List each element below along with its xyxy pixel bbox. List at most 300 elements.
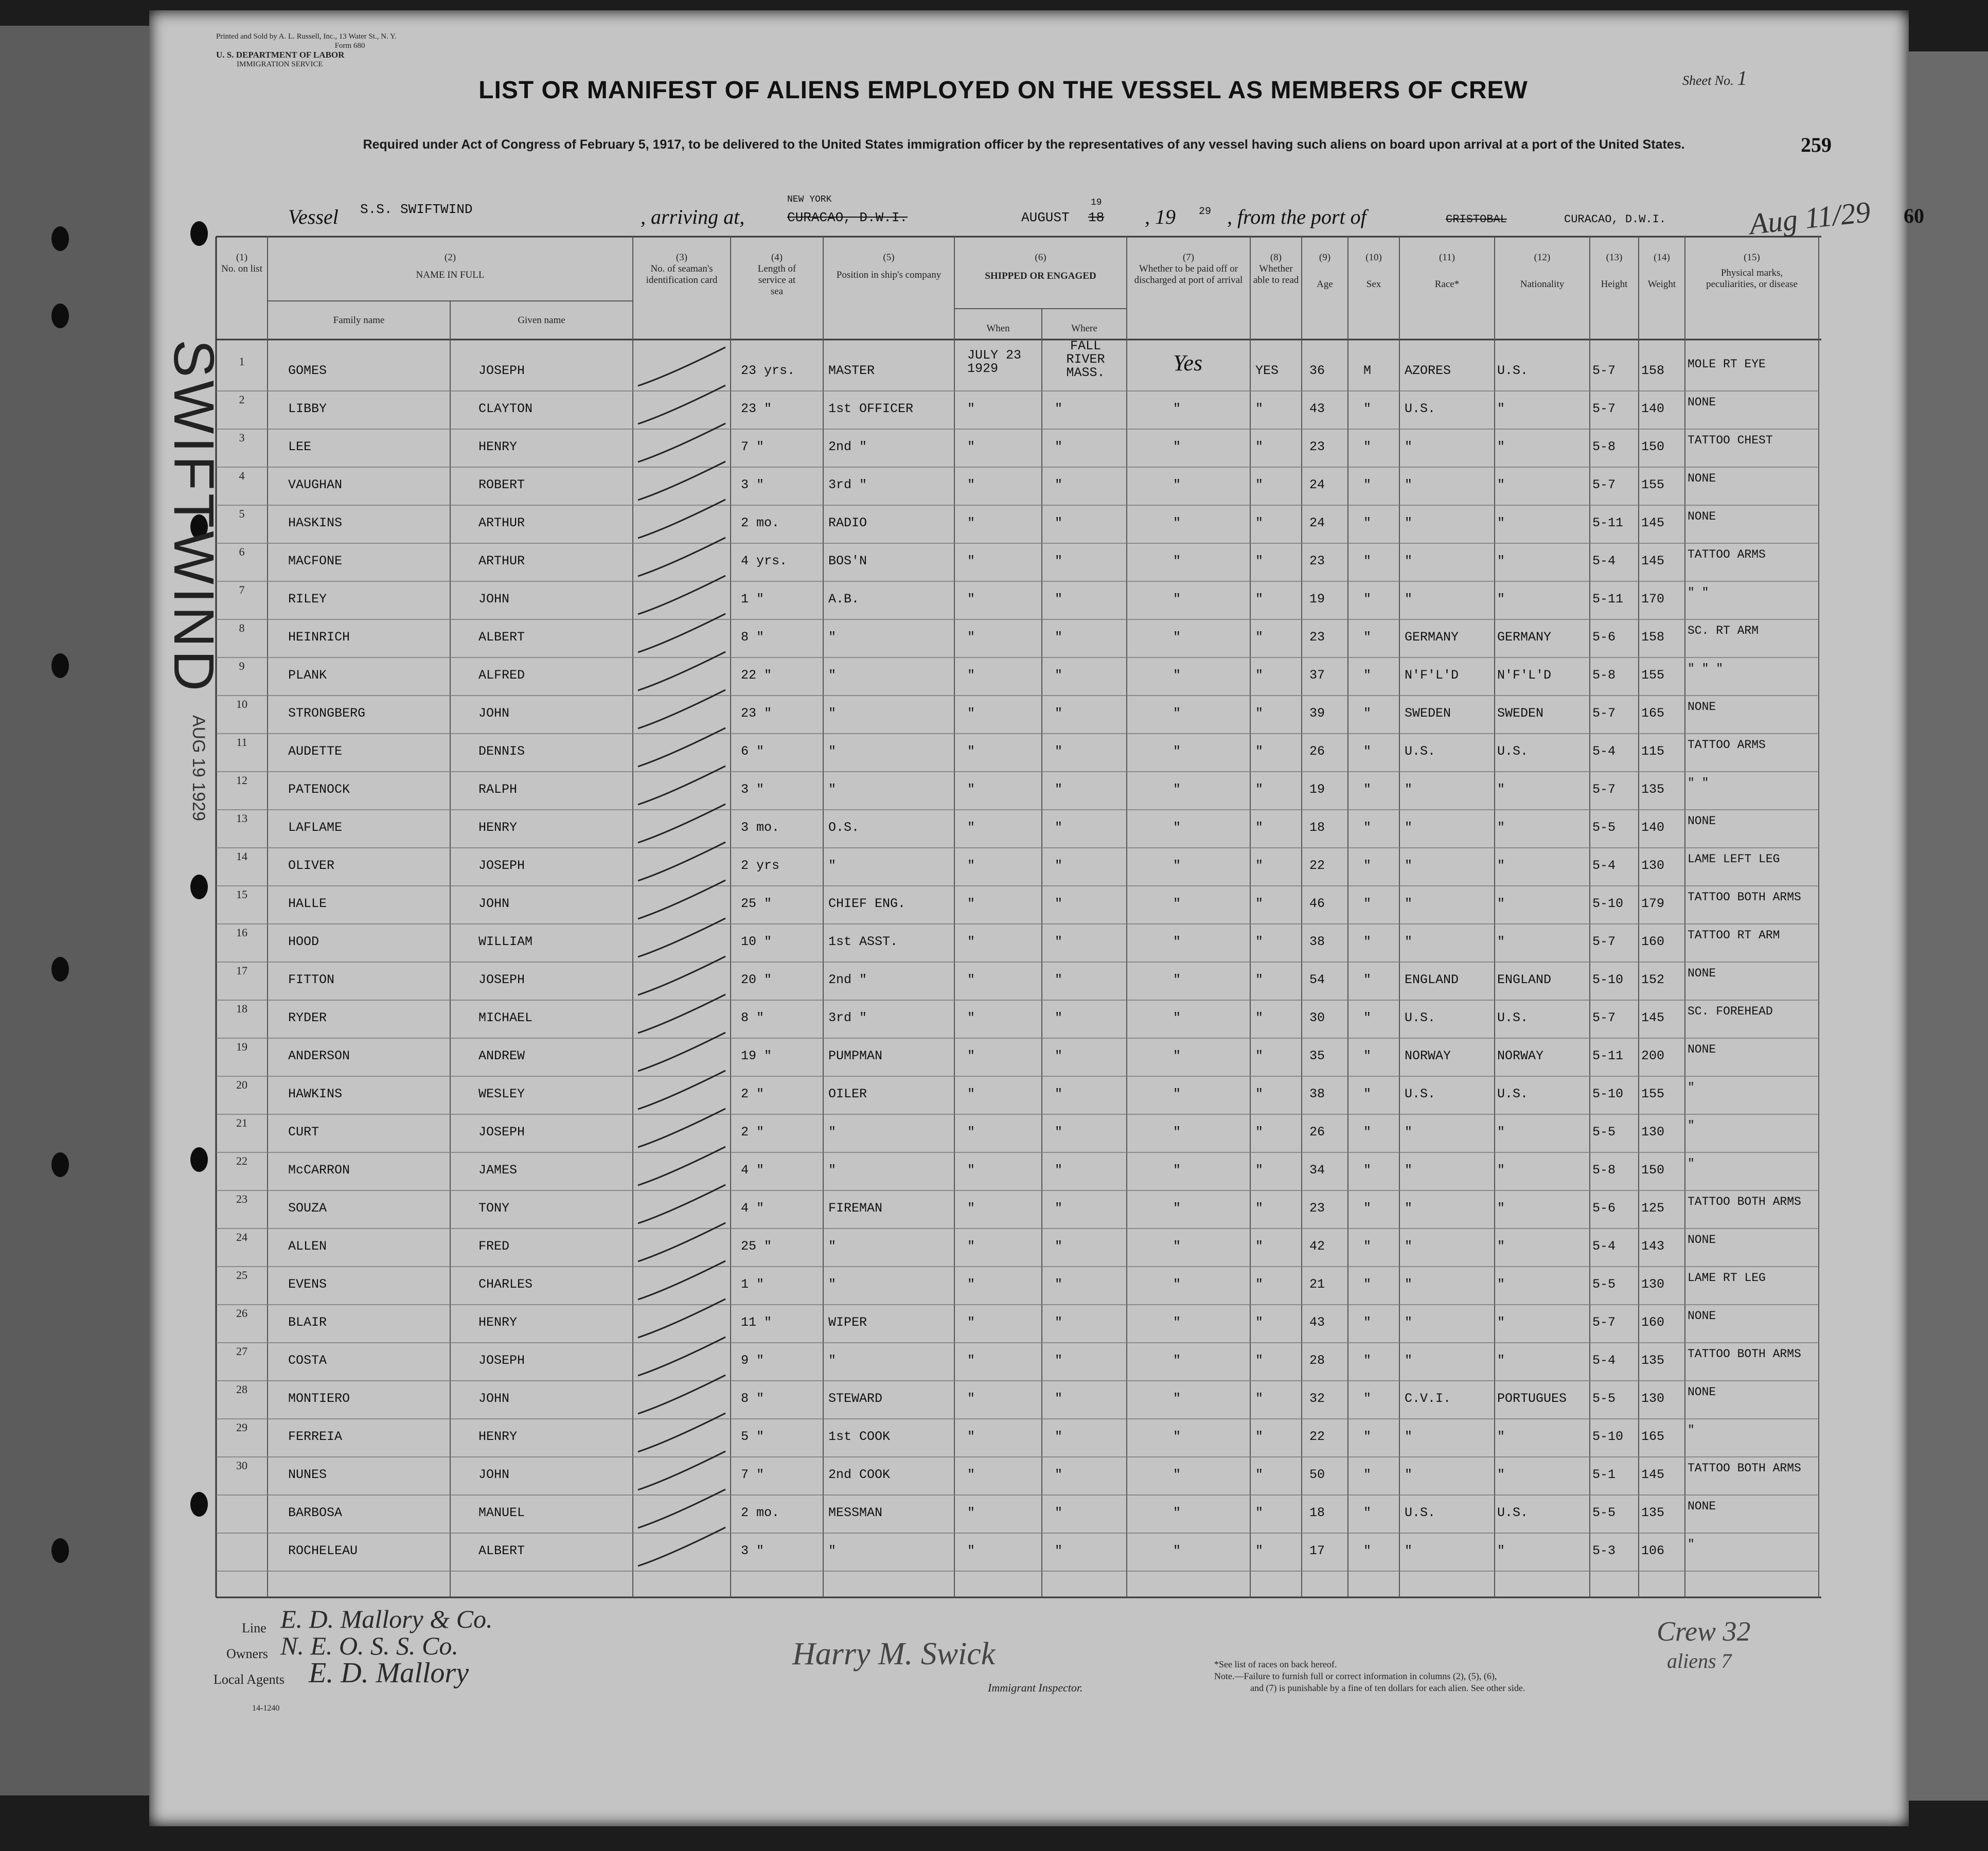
shipped-when: " bbox=[967, 1429, 975, 1444]
able-to-read: " bbox=[1255, 477, 1264, 492]
paid-off: " bbox=[1173, 477, 1181, 492]
row-number: 15 bbox=[236, 888, 247, 901]
height: 5-5 bbox=[1592, 1391, 1616, 1406]
form-code: 14-1240 bbox=[252, 1704, 280, 1713]
age: 19 bbox=[1309, 782, 1325, 797]
shipped-when: " bbox=[967, 1163, 975, 1178]
service-length: 22 " bbox=[741, 668, 772, 683]
shipped-where: " bbox=[1055, 1353, 1063, 1368]
shipped-where: " bbox=[1055, 972, 1063, 987]
height: 5-3 bbox=[1592, 1543, 1616, 1558]
col15-header bbox=[1685, 252, 1819, 290]
nationality: " bbox=[1497, 477, 1505, 492]
penalty-note-2: and (7) is punishable by a fine of ten dollars for each alien. See other side. bbox=[1250, 1683, 1525, 1693]
age: 24 bbox=[1309, 477, 1325, 492]
weight: 145 bbox=[1641, 515, 1665, 530]
paid-off: " bbox=[1173, 1048, 1181, 1063]
given-name: DENNIS bbox=[478, 744, 525, 759]
col13-label: Height bbox=[1601, 279, 1628, 290]
weight: 150 bbox=[1641, 1163, 1665, 1178]
col3-label: No. of seaman's identification card bbox=[646, 263, 718, 286]
paid-off: " bbox=[1173, 1239, 1181, 1254]
age: 21 bbox=[1309, 1277, 1325, 1292]
age: 23 bbox=[1309, 439, 1325, 454]
shipped-where: " bbox=[1055, 1048, 1063, 1063]
row-number: 16 bbox=[236, 926, 247, 939]
sheet-number-value: 1 bbox=[1737, 66, 1748, 90]
family-name: LAFLAME bbox=[288, 820, 343, 835]
given-name: WILLIAM bbox=[478, 934, 533, 949]
family-name: OLIVER bbox=[288, 858, 335, 873]
service-length: 8 " bbox=[741, 630, 765, 645]
local-agents-label: Local Agents bbox=[214, 1672, 285, 1687]
shipped-when: " bbox=[967, 401, 975, 416]
arrival-year: 29 bbox=[1199, 206, 1212, 218]
able-to-read: " bbox=[1255, 1543, 1264, 1558]
sex: " bbox=[1363, 1353, 1372, 1368]
shipped-where: " bbox=[1055, 1543, 1063, 1558]
sex: " bbox=[1363, 1277, 1372, 1292]
page-title: LIST OR MANIFEST OF ALIENS EMPLOYED ON THE VESSEL AS MEMBERS OF CREW bbox=[478, 77, 1528, 104]
sex: " bbox=[1363, 744, 1372, 759]
row-number: 26 bbox=[236, 1307, 247, 1320]
height: 5-7 bbox=[1592, 477, 1616, 492]
sex: " bbox=[1363, 515, 1372, 530]
race: " bbox=[1405, 554, 1413, 568]
position: MASTER bbox=[828, 363, 875, 378]
race: " bbox=[1405, 782, 1413, 797]
family-name: McCARRON bbox=[288, 1163, 350, 1178]
shipped-where: " bbox=[1055, 1163, 1063, 1178]
sex: " bbox=[1363, 439, 1372, 454]
family-name-header: Family name bbox=[333, 315, 385, 326]
col3-header bbox=[633, 252, 731, 286]
physical-marks: TATTOO BOTH ARMS bbox=[1688, 1195, 1801, 1208]
height: 5-4 bbox=[1592, 1239, 1616, 1254]
position: 1st COOK bbox=[828, 1429, 891, 1444]
physical-marks: TATTOO CHEST bbox=[1688, 434, 1773, 447]
able-to-read: " bbox=[1255, 668, 1264, 683]
able-to-read: " bbox=[1255, 1163, 1264, 1178]
physical-marks: LAME LEFT LEG bbox=[1688, 852, 1780, 866]
weight: 130 bbox=[1641, 1125, 1665, 1140]
position: " bbox=[828, 668, 837, 683]
shipped-when: " bbox=[967, 630, 975, 645]
position: 2nd COOK bbox=[828, 1467, 891, 1482]
shipped-where: " bbox=[1055, 744, 1063, 759]
height: 5-7 bbox=[1592, 934, 1616, 949]
paid-off: " bbox=[1173, 630, 1181, 645]
sex: " bbox=[1363, 820, 1372, 835]
from-port-label: , from the port of bbox=[1227, 205, 1366, 228]
race: U.S. bbox=[1405, 1087, 1436, 1101]
able-to-read: " bbox=[1255, 972, 1264, 987]
physical-marks: TATTOO BOTH ARMS bbox=[1688, 891, 1801, 904]
given-name: JOSEPH bbox=[478, 1353, 525, 1368]
paid-off: " bbox=[1173, 1467, 1181, 1482]
race: " bbox=[1405, 896, 1413, 911]
paid-off: " bbox=[1173, 1010, 1181, 1025]
row-number: 1 bbox=[239, 355, 245, 368]
shipped-where: " bbox=[1055, 782, 1063, 797]
position: BOS'N bbox=[828, 554, 867, 568]
position: " bbox=[828, 1353, 837, 1368]
row-number: 12 bbox=[236, 774, 247, 787]
age: 43 bbox=[1309, 401, 1325, 416]
service-length: 1 " bbox=[741, 592, 765, 607]
weight: 145 bbox=[1641, 1010, 1665, 1025]
position: WIPER bbox=[828, 1315, 867, 1330]
family-name: ROCHELEAU bbox=[288, 1543, 358, 1558]
able-to-read: " bbox=[1255, 1087, 1264, 1101]
service-length: 5 " bbox=[741, 1429, 765, 1444]
height: 5-7 bbox=[1592, 363, 1616, 378]
vessel-name: S.S. SWIFTWIND bbox=[360, 202, 473, 217]
shipped-when: " bbox=[967, 934, 975, 949]
age: 23 bbox=[1309, 630, 1325, 645]
sex: " bbox=[1363, 1315, 1372, 1330]
race: " bbox=[1405, 1315, 1413, 1330]
physical-marks: NONE bbox=[1688, 814, 1716, 828]
shipped-where: " bbox=[1055, 668, 1063, 683]
paid-off: " bbox=[1173, 1277, 1181, 1292]
col15-label: Physical marks, peculiarities, or disease bbox=[1706, 268, 1798, 290]
arrival-month: AUGUST bbox=[1021, 210, 1070, 225]
age: 26 bbox=[1309, 1125, 1325, 1140]
weight: 143 bbox=[1641, 1239, 1665, 1254]
sex: " bbox=[1363, 1467, 1372, 1482]
given-name: FRED bbox=[478, 1239, 510, 1254]
shipped-where: " bbox=[1055, 1467, 1063, 1482]
shipped-when: " bbox=[967, 744, 975, 759]
family-name: COSTA bbox=[288, 1353, 327, 1368]
nationality: GERMANY bbox=[1497, 630, 1552, 645]
shipped-when: " bbox=[967, 1467, 975, 1482]
family-name: FERREIA bbox=[288, 1429, 343, 1444]
sex: " bbox=[1363, 858, 1372, 873]
age: 35 bbox=[1309, 1048, 1325, 1063]
able-to-read: " bbox=[1255, 1315, 1264, 1330]
able-to-read: " bbox=[1255, 554, 1264, 568]
given-name: ARTHUR bbox=[478, 554, 525, 568]
shipped-where: " bbox=[1055, 1505, 1063, 1520]
race: " bbox=[1405, 1543, 1413, 1558]
service-length: 4 " bbox=[741, 1163, 765, 1178]
shipped-when: " bbox=[967, 439, 975, 454]
height: 5-5 bbox=[1592, 820, 1616, 835]
given-name: ANDREW bbox=[478, 1048, 525, 1063]
position: 3rd " bbox=[828, 477, 867, 492]
able-to-read: " bbox=[1255, 1048, 1264, 1063]
physical-marks: NONE bbox=[1688, 967, 1716, 980]
service-length: 23 yrs. bbox=[741, 363, 795, 378]
nationality: " bbox=[1497, 1125, 1505, 1140]
able-to-read: " bbox=[1255, 1429, 1264, 1444]
aliens-count-note: aliens 7 bbox=[1667, 1649, 1732, 1672]
physical-marks: NONE bbox=[1688, 1043, 1716, 1056]
paid-off: " bbox=[1173, 592, 1181, 607]
given-name: JOSEPH bbox=[478, 363, 525, 378]
col2-header bbox=[268, 252, 633, 281]
col7-number: (7) bbox=[1182, 252, 1195, 263]
physical-marks: " bbox=[1688, 1538, 1695, 1551]
position: 1st OFFICER bbox=[828, 401, 914, 416]
from-port-struck: CRISTOBAL bbox=[1446, 213, 1507, 226]
given-name: HENRY bbox=[478, 439, 518, 454]
paid-off: " bbox=[1173, 1315, 1181, 1330]
family-name: STRONGBERG bbox=[288, 706, 366, 721]
position: 1st ASST. bbox=[828, 934, 898, 949]
service-length: 9 " bbox=[741, 1353, 765, 1368]
sex: " bbox=[1363, 706, 1372, 721]
physical-marks: NONE bbox=[1688, 700, 1716, 714]
able-to-read: " bbox=[1255, 858, 1264, 873]
owners-signature: N. E. O. S. S. Co. bbox=[280, 1631, 458, 1660]
shipped-when: " bbox=[967, 858, 975, 873]
nationality: U.S. bbox=[1497, 363, 1529, 378]
age: 18 bbox=[1309, 1505, 1325, 1520]
physical-marks: NONE bbox=[1688, 1500, 1716, 1513]
physical-marks: TATTOO ARMS bbox=[1688, 548, 1766, 561]
arriving-label: , arriving at, bbox=[641, 205, 745, 228]
position: " bbox=[828, 1125, 837, 1140]
inspector-label: Immigrant Inspector. bbox=[988, 1681, 1083, 1694]
nationality: U.S. bbox=[1497, 1505, 1529, 1520]
able-to-read: " bbox=[1255, 782, 1264, 797]
page-number: 259 bbox=[1801, 133, 1832, 156]
paid-off: " bbox=[1173, 896, 1181, 911]
inspector-signature: Harry M. Swick bbox=[792, 1636, 996, 1671]
height: 5-11 bbox=[1592, 1048, 1624, 1063]
nationality: NORWAY bbox=[1497, 1048, 1544, 1063]
row-number: 14 bbox=[236, 850, 247, 863]
shipped-when: " bbox=[967, 1543, 975, 1558]
paid-off: Yes bbox=[1173, 350, 1203, 376]
able-to-read: " bbox=[1255, 896, 1264, 911]
sex: " bbox=[1363, 782, 1372, 797]
race: " bbox=[1405, 592, 1413, 607]
family-name: HASKINS bbox=[288, 515, 343, 530]
weight: 115 bbox=[1641, 744, 1665, 759]
physical-marks: SC. RT ARM bbox=[1688, 624, 1759, 637]
service-length: 20 " bbox=[741, 972, 772, 987]
vessel-label: Vessel bbox=[288, 205, 339, 228]
sex: " bbox=[1363, 1239, 1372, 1254]
col3-number: (3) bbox=[676, 252, 688, 263]
col11-number: (11) bbox=[1439, 252, 1455, 263]
age: 39 bbox=[1309, 706, 1325, 721]
weight: 158 bbox=[1641, 630, 1665, 645]
height: 5-8 bbox=[1592, 1163, 1616, 1178]
shipped-where: FALL RIVER MASS. bbox=[1066, 339, 1105, 380]
position: " bbox=[828, 1163, 837, 1178]
physical-marks: TATTOO RT ARM bbox=[1688, 929, 1780, 942]
col12-number: (12) bbox=[1534, 252, 1551, 263]
race: ENGLAND bbox=[1405, 972, 1459, 987]
able-to-read: " bbox=[1255, 1010, 1264, 1025]
arrival-day-struck: 18 bbox=[1088, 210, 1105, 225]
row-number: 28 bbox=[236, 1383, 247, 1396]
col14-number: (14) bbox=[1654, 252, 1670, 263]
service-length: 6 " bbox=[741, 744, 765, 759]
given-name: ALFRED bbox=[478, 668, 525, 683]
physical-marks: NONE bbox=[1688, 510, 1716, 523]
sex: " bbox=[1363, 554, 1372, 568]
shipped-where: " bbox=[1055, 515, 1063, 530]
sex: M bbox=[1363, 363, 1372, 378]
nationality: " bbox=[1497, 439, 1505, 454]
race: " bbox=[1405, 1467, 1413, 1482]
weight: 135 bbox=[1641, 1353, 1665, 1368]
department-name: U. S. DEPARTMENT OF LABOR bbox=[216, 50, 345, 60]
col6-header bbox=[954, 252, 1127, 282]
agents-signature: E. D. Mallory bbox=[309, 1657, 469, 1689]
age: 36 bbox=[1309, 363, 1325, 378]
shipped-when: " bbox=[967, 820, 975, 835]
row-number: 17 bbox=[236, 964, 247, 977]
given-name: CLAYTON bbox=[478, 401, 533, 416]
position: O.S. bbox=[828, 820, 860, 835]
height: 5-11 bbox=[1592, 515, 1624, 530]
nationality: " bbox=[1497, 592, 1505, 607]
owners-label: Owners bbox=[226, 1646, 268, 1661]
race: U.S. bbox=[1405, 744, 1436, 759]
shipped-when: " bbox=[967, 1239, 975, 1254]
shipped-when: " bbox=[967, 1201, 975, 1216]
height: 5-7 bbox=[1592, 782, 1616, 797]
given-name: ALBERT bbox=[478, 1543, 525, 1558]
service-length: 8 " bbox=[741, 1391, 765, 1406]
weight: 158 bbox=[1641, 363, 1665, 378]
physical-marks: NONE bbox=[1688, 472, 1716, 485]
position: " bbox=[828, 744, 837, 759]
row-number: 4 bbox=[239, 469, 245, 482]
age: 34 bbox=[1309, 1163, 1325, 1178]
weight: 125 bbox=[1641, 1201, 1665, 1216]
given-name: ALBERT bbox=[478, 630, 525, 645]
race: " bbox=[1405, 477, 1413, 492]
shipped-where: " bbox=[1055, 592, 1063, 607]
shipped-when: " bbox=[967, 1277, 975, 1292]
col10-number: (10) bbox=[1365, 252, 1382, 263]
nationality: " bbox=[1497, 1277, 1505, 1292]
physical-marks: " " " bbox=[1688, 662, 1724, 675]
able-to-read: " bbox=[1255, 592, 1264, 607]
family-name: RYDER bbox=[288, 1010, 327, 1025]
age: 28 bbox=[1309, 1353, 1325, 1368]
age: 22 bbox=[1309, 858, 1325, 873]
nationality: " bbox=[1497, 401, 1505, 416]
col13-header bbox=[1590, 252, 1639, 290]
shipped-when: " bbox=[967, 1353, 975, 1368]
weight: 200 bbox=[1641, 1048, 1665, 1063]
service-length: 25 " bbox=[741, 896, 772, 911]
row-number: 23 bbox=[236, 1193, 247, 1205]
given-name: JOSEPH bbox=[478, 972, 525, 987]
nationality: " bbox=[1497, 1201, 1505, 1216]
from-port: CURACAO, D.W.I. bbox=[1564, 213, 1666, 226]
race: " bbox=[1405, 1429, 1413, 1444]
sex: " bbox=[1363, 1543, 1372, 1558]
race: " bbox=[1405, 1125, 1413, 1140]
shipped-where: " bbox=[1055, 896, 1063, 911]
race: " bbox=[1405, 515, 1413, 530]
col9-label: Age bbox=[1317, 279, 1333, 290]
physical-marks: NONE bbox=[1688, 1309, 1716, 1323]
family-name: FITTON bbox=[288, 972, 335, 987]
weight: 130 bbox=[1641, 1391, 1665, 1406]
paid-off: " bbox=[1173, 858, 1181, 873]
sex: " bbox=[1363, 401, 1372, 416]
sex: " bbox=[1363, 477, 1372, 492]
physical-marks: MOLE RT EYE bbox=[1688, 358, 1766, 371]
able-to-read: " bbox=[1255, 1277, 1264, 1292]
race: U.S. bbox=[1405, 1010, 1436, 1025]
weight: 150 bbox=[1641, 439, 1665, 454]
row-number: 25 bbox=[236, 1269, 247, 1282]
col14-header bbox=[1639, 252, 1685, 290]
nationality: " bbox=[1497, 1239, 1505, 1254]
position: " bbox=[828, 630, 837, 645]
col6-label: SHIPPED OR ENGAGED bbox=[985, 271, 1096, 281]
able-to-read: " bbox=[1255, 1391, 1264, 1406]
row-number: 18 bbox=[236, 1002, 247, 1015]
able-to-read: " bbox=[1255, 1125, 1264, 1140]
edge-page-number: 60 bbox=[1904, 204, 1924, 227]
row-number: 27 bbox=[236, 1345, 247, 1358]
row-number: 21 bbox=[236, 1116, 247, 1129]
age: 19 bbox=[1309, 592, 1325, 607]
shipped-where: " bbox=[1055, 706, 1063, 721]
paid-off: " bbox=[1173, 934, 1181, 949]
race: AZORES bbox=[1405, 363, 1451, 378]
physical-marks: " " bbox=[1688, 586, 1709, 599]
shipped-when: " bbox=[967, 1087, 975, 1101]
service-length: 23 " bbox=[741, 706, 772, 721]
family-name: AUDETTE bbox=[288, 744, 343, 759]
col4-header bbox=[731, 252, 823, 297]
given-name: JOHN bbox=[478, 896, 510, 911]
shipped-where: " bbox=[1055, 554, 1063, 568]
row-number: 10 bbox=[236, 698, 247, 710]
form-number: Form 680 bbox=[334, 42, 365, 50]
year-prefix: , 19 bbox=[1145, 205, 1176, 228]
nationality: U.S. bbox=[1497, 1010, 1529, 1025]
col2-number: (2) bbox=[444, 252, 456, 263]
weight: 160 bbox=[1641, 934, 1665, 949]
given-name: ROBERT bbox=[478, 477, 525, 492]
position: 2nd " bbox=[828, 439, 867, 454]
race: C.V.I. bbox=[1405, 1391, 1451, 1406]
age: 26 bbox=[1309, 744, 1325, 759]
race: " bbox=[1405, 1201, 1413, 1216]
shipped-when: " bbox=[967, 1048, 975, 1063]
paid-off: " bbox=[1173, 1201, 1181, 1216]
able-to-read: " bbox=[1255, 1353, 1264, 1368]
height: 5-6 bbox=[1592, 630, 1616, 645]
col2-label: NAME IN FULL bbox=[416, 270, 485, 280]
shipped-where: " bbox=[1055, 1391, 1063, 1406]
given-name: MICHAEL bbox=[478, 1010, 533, 1025]
sex: " bbox=[1363, 630, 1372, 645]
age: 46 bbox=[1309, 896, 1325, 911]
shipped-when: " bbox=[967, 1125, 975, 1140]
physical-marks: " bbox=[1688, 1423, 1695, 1437]
age: 32 bbox=[1309, 1391, 1325, 1406]
race: " bbox=[1405, 1163, 1413, 1178]
position: CHIEF ENG. bbox=[828, 896, 906, 911]
shipped-where: " bbox=[1055, 1429, 1063, 1444]
